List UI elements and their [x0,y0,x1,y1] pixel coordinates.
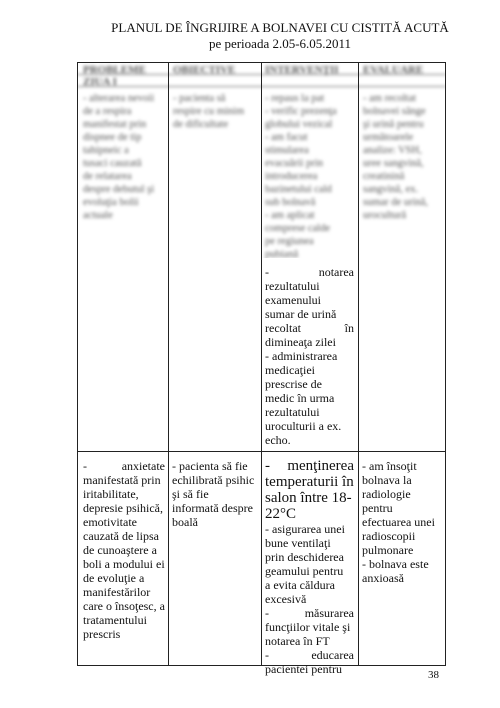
header-day: ZIUA I [83,76,117,88]
title-line-2: pe perioada 2.05-6.05.2011 [208,36,352,51]
row-divider [77,451,446,452]
blurred-interventii: - repaus la pat - verific prezenţa globului vezical - am facut stimularea evacuării prin introducerea bazinetului cald sub bolnavă - am aplicat comprese calde pe regiunea pubiană [265,93,337,258]
blurred-obiective: - pacienta să respire cu minim de dificultate [173,93,245,130]
row2-obiective: - pacienta să fie echilibrată psihic şi să fie informată despre boală [172,459,255,529]
column-divider [168,62,169,666]
page-number: 38 [428,669,439,681]
row2-probleme: - anxietate manifestată prin iritabilitate, depresie psihică, emotivitate cauzată de lipsa de cunoaştere a boli a modului ei de evoluţie a manifestărilor care o însoţesc, a tratamentului prescris [83,459,165,641]
row1-interventii: - notarea rezultatului examenului sumar de urină recoltat în dimineaţa zilei - administrarea medicaţiei prescrise de medic în urma rezultatului uroculturii a ex. echo. [265,265,354,447]
blurred-probleme: - alterarea nevoii de a respira manifestat prin dispnee de tip tahipneic a tusaci cauzată de relatarea despre debutul şi evoluţia bolii actuale [83,93,155,221]
row2-interventii: - menţinerea temperaturii în salon între 18- 22°C - asigurarea unei bune ventilaţi prin deschiderea geamului pentru a evita căldura excesivă - măsurarea funcţiilor vitale şi notarea în FT - educarea pacientei pentru [265,458,354,676]
blurred-evaluare: - am recoltat bolnavei sânge şi urină pentru următoarele analize: VSH, uree sangvină, creatinină sangvină, ex. sumar de urină, urocultură [363,93,429,221]
row2-evaluare: - am însoţit bolnava la radiologie pentru efectuarea unei radioscopii pulmonare - bolnava este anxioasă [362,459,435,585]
document-title [60,20,500,52]
column-divider [261,62,262,666]
header-probleme: PROBLEME ZIUA I [83,64,146,88]
title-line-1: PLANUL DE ÎNGRIJIRE A BOLNAVEI CU CISTITĂ ACUTĂ [111,20,449,35]
justified-line: recoltat în [265,321,354,335]
header-evaluare: EVALUARE [363,64,424,76]
header-obiective: OBIECTIVE [173,64,236,76]
header-interventii: INTERVENŢII [265,64,339,76]
column-divider [358,62,359,666]
